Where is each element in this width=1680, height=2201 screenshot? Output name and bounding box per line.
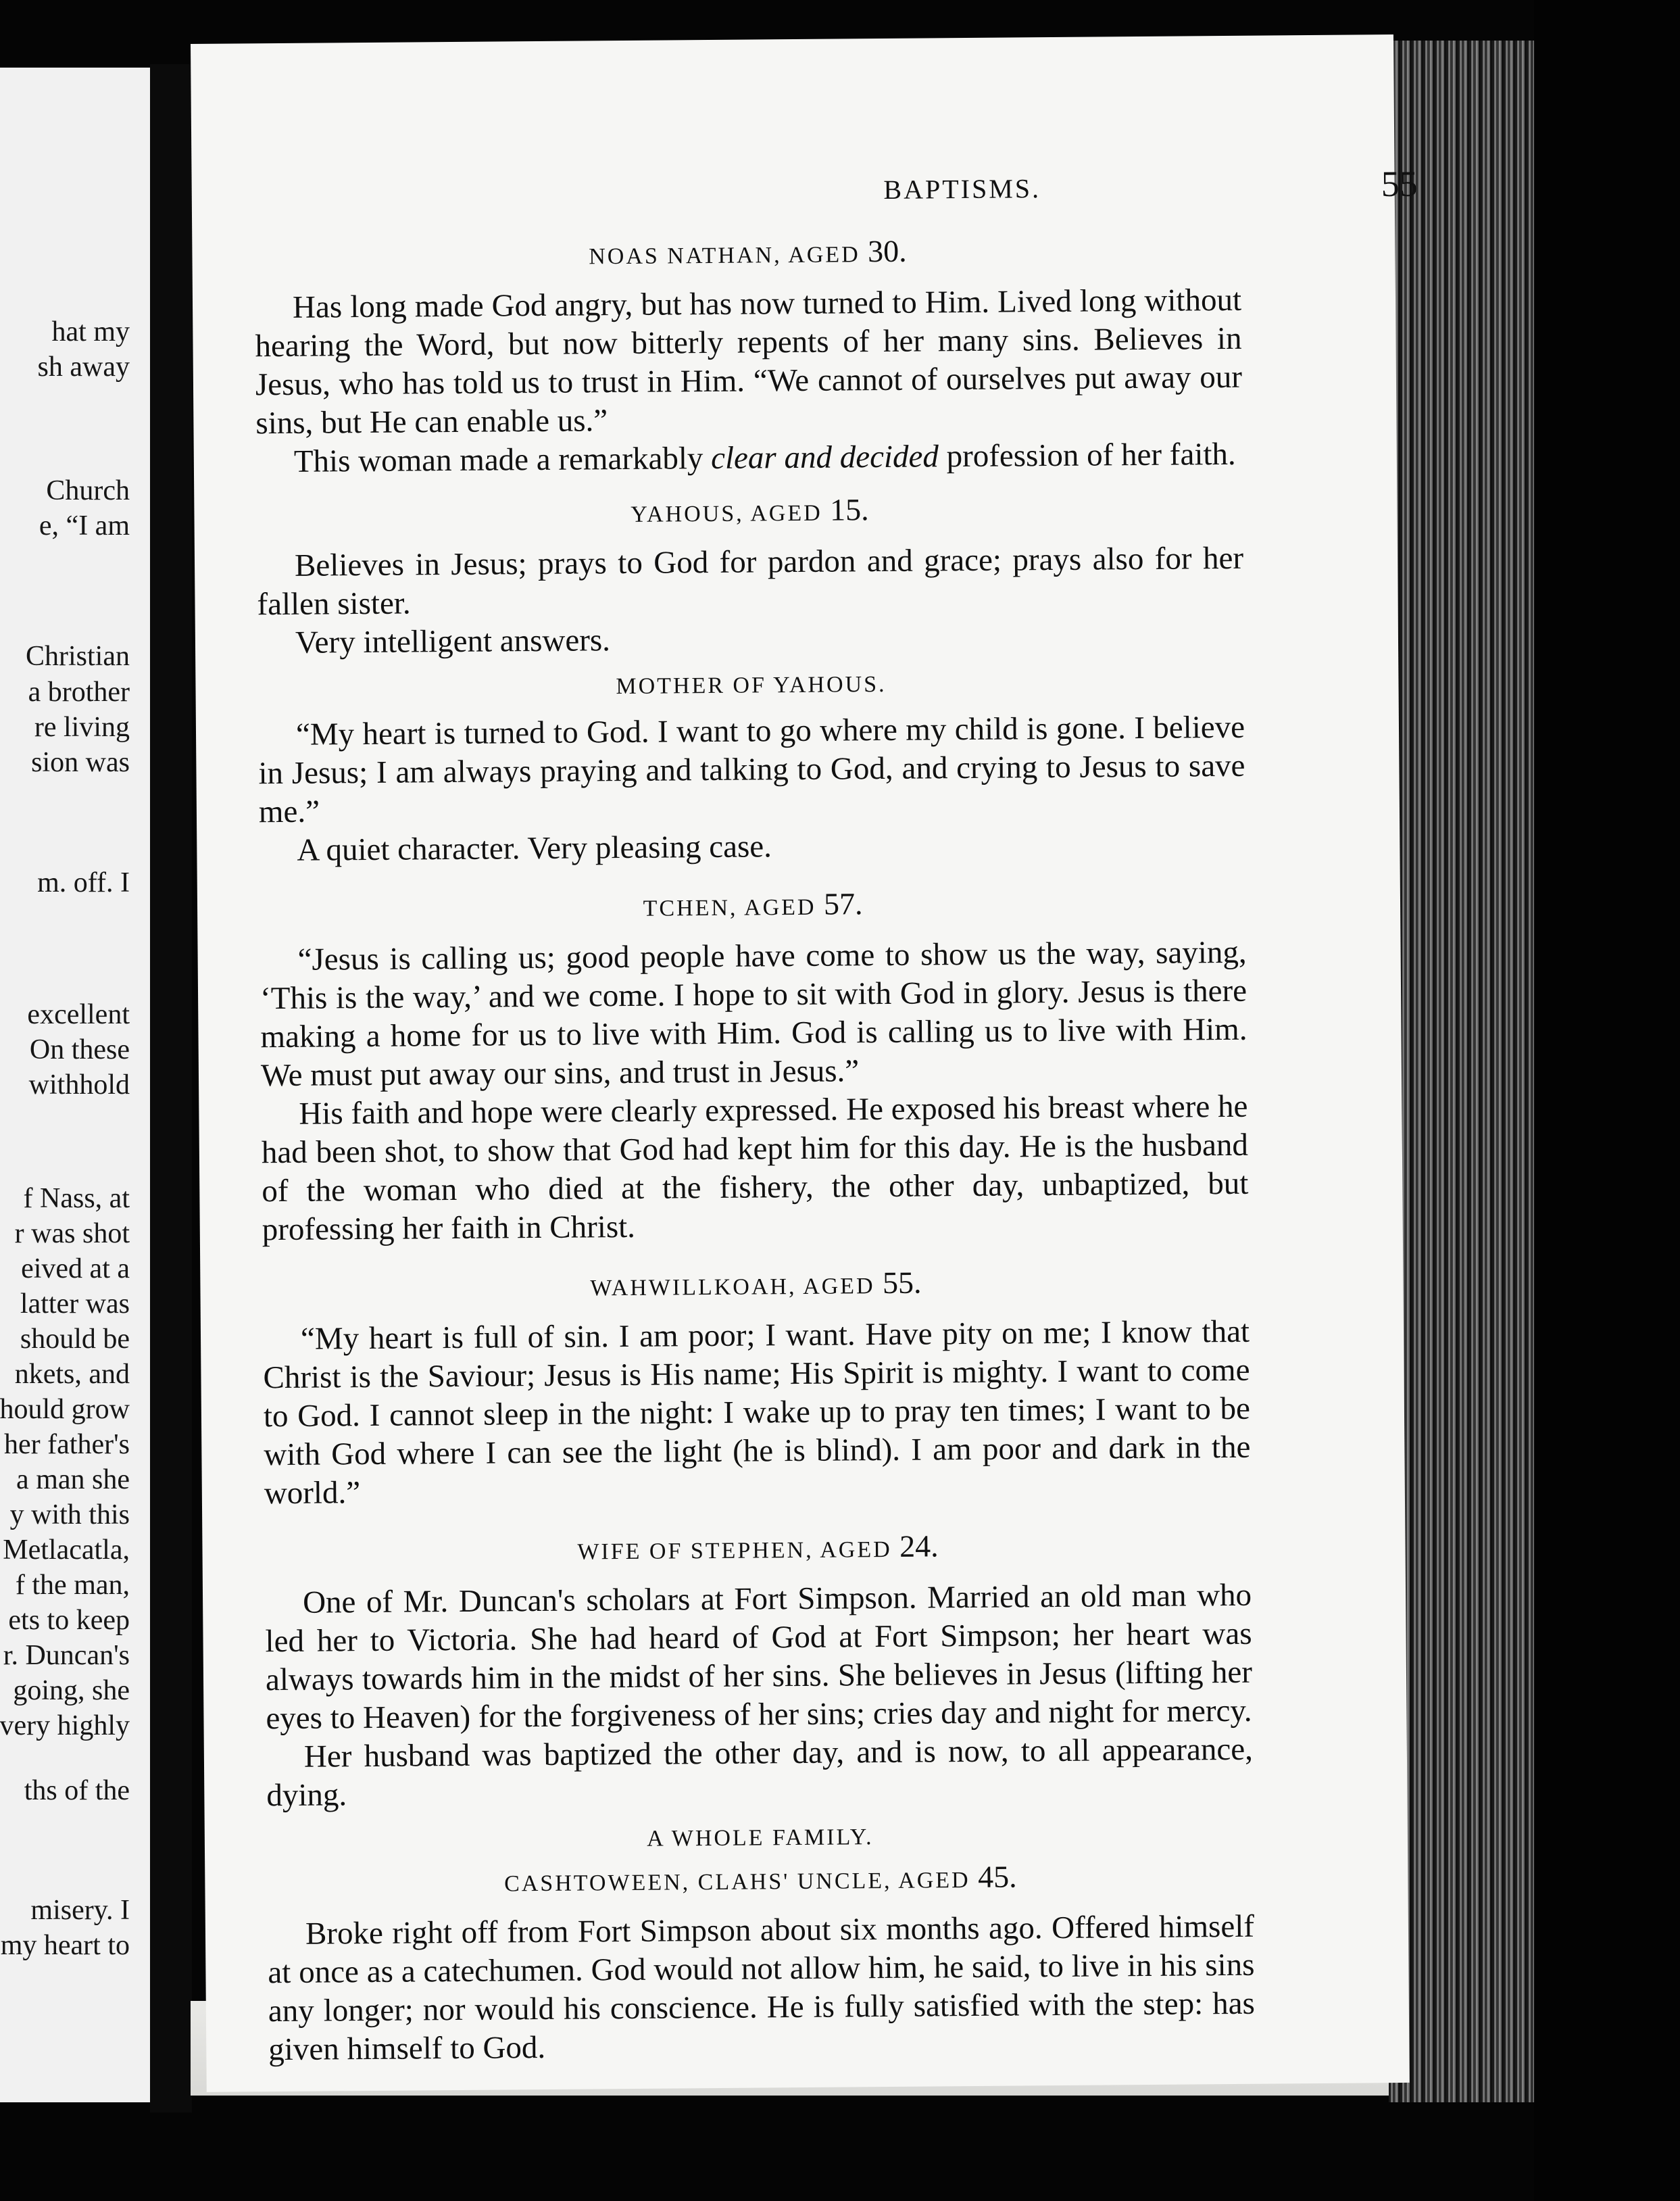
facing-page-line: nkets, and: [14, 1359, 130, 1390]
facing-page-line: y with this: [9, 1499, 130, 1530]
facing-page-line: Metlacatla,: [3, 1534, 130, 1566]
facing-page-line: sion was: [31, 747, 130, 778]
entry-title: WIFE OF STEPHEN, AGED 24.: [577, 1528, 939, 1565]
facing-page-line: m. off. I: [37, 867, 130, 898]
paragraph: A quiet character. Very pleasing case.: [297, 829, 772, 868]
facing-page-line: r was shot: [14, 1218, 130, 1249]
facing-page-line: my heart to: [0, 1930, 130, 1961]
page-body: [254, 225, 1255, 2069]
entry-title: NOAS NATHAN, AGED 30.: [589, 233, 907, 270]
facing-page-line: hould grow: [0, 1394, 130, 1425]
facing-page-line: withhold: [28, 1069, 130, 1100]
facing-page-line: re living: [34, 712, 130, 743]
facing-page-line: f Nass, at: [23, 1183, 130, 1214]
paragraph: This woman made a remarkably clear and decided profession of her faith.: [293, 436, 1236, 479]
page-number: 55: [1381, 163, 1418, 205]
facing-page-line: sh away: [37, 352, 130, 383]
paragraph: “Jesus is calling us; good people have come to show us the way, saying, ‘This is the way,’ and we come. I hope to sit with God in glory. Jesus is there making a home for us to live with Him. God is calling us to live with Him. We must put away our sins, and trust in Jesus.”: [260, 934, 1247, 1094]
entry-title: YAHOUS, AGED 15.: [631, 492, 869, 527]
facing-page-line: e, “I am: [39, 510, 130, 541]
facing-page-line: a brother: [28, 677, 130, 708]
entry-title: MOTHER OF YAHOUS.: [616, 671, 887, 700]
entry-title: TCHEN, AGED 57.: [643, 886, 863, 921]
section-heading: A WHOLE FAMILY.: [647, 1824, 874, 1852]
paragraph: Has long made God angry, but has now turned to Him. Lived long without hearing the Word, but now bitterly repents of her many sins. Believes in Jesus, who has told us to trust in Him. “We cannot of ourselves put away our sins, but He can enable us.”: [255, 282, 1243, 441]
facing-page-line: her father's: [4, 1429, 130, 1460]
facing-page-line: ets to keep: [8, 1605, 130, 1636]
paragraph: Her husband was baptized the other day, and is now, to all appearance, dying.: [266, 1731, 1254, 1814]
facing-page-line: f the man,: [15, 1570, 130, 1601]
facing-page-line: a man she: [16, 1464, 130, 1495]
running-head: BAPTISMS.: [883, 173, 1041, 205]
paragraph: “My heart is turned to God. I want to go where my child is gone. I believe in Jesus; I am always praying and talking to God, and crying to Jesus to save me.”: [258, 709, 1245, 830]
facing-page-line: eived at a: [21, 1253, 130, 1284]
paragraph: His faith and hope were clearly expressed. He exposed his breast where he had been shot, to show that God had kept him for this day. He is the husband of the woman who died at the fishery, the other day, unbaptized, but professing her faith in Christ.: [261, 1088, 1249, 1248]
background-dark: [1534, 0, 1680, 2201]
facing-page-line: going, she: [13, 1675, 130, 1706]
facing-page-line: latter was: [20, 1288, 130, 1320]
facing-page: [0, 68, 150, 2102]
gutter: [150, 64, 192, 2112]
facing-page-line: Christian: [26, 641, 130, 672]
facing-page-line: r. Duncan's: [3, 1640, 130, 1671]
paragraph: One of Mr. Duncan's scholars at Fort Simpson. Married an old man who led her to Victoria. She had heard of God at Fort Simpson; her heart was always towards him in the midst of her sins. She believes in Jesus (lifting her eyes to Heaven) for the forgiveness of her sins; cries day and night for mercy.: [265, 1577, 1253, 1737]
facing-page-line: ths of the: [24, 1775, 130, 1806]
facing-page-line: excellent: [27, 999, 130, 1030]
facing-page-line: should be: [20, 1324, 130, 1355]
facing-page-line: very highly: [0, 1710, 130, 1741]
entry-title: CASHTOWEEN, CLAHS' UNCLE, AGED 45.: [503, 1859, 1017, 1897]
entry-title: WAHWILLKOAH, AGED 55.: [590, 1265, 922, 1301]
paragraph: Very intelligent answers.: [295, 623, 611, 660]
paragraph: Believes in Jesus; prays to God for pardon and grace; prays also for her fallen sister.: [257, 540, 1244, 623]
paragraph: Broke right off from Fort Simpson about six months ago. Offered himself at once as a catechumen. God would not allow him, he said, to live in his sins any longer; nor would his conscience. He is fully satisfied with the step: has given himself to God.: [268, 1908, 1256, 2068]
facing-page-line: hat my: [51, 316, 130, 347]
facing-page-line: On these: [29, 1034, 130, 1065]
paragraph: “My heart is full of sin. I am poor; I want. Have pity on me; I know that Christ is the Saviour; Jesus is His name; His Spirit is mighty. I want to come to God. I cannot sleep in the night: I wake up to pray ten times; I want to be with God where I can see the light (he is blind). I am poor and dark in the world.”: [263, 1313, 1251, 1511]
facing-page-line: misery. I: [30, 1895, 130, 1926]
book-page: [191, 34, 1418, 2092]
facing-page-line: Church: [46, 475, 130, 506]
